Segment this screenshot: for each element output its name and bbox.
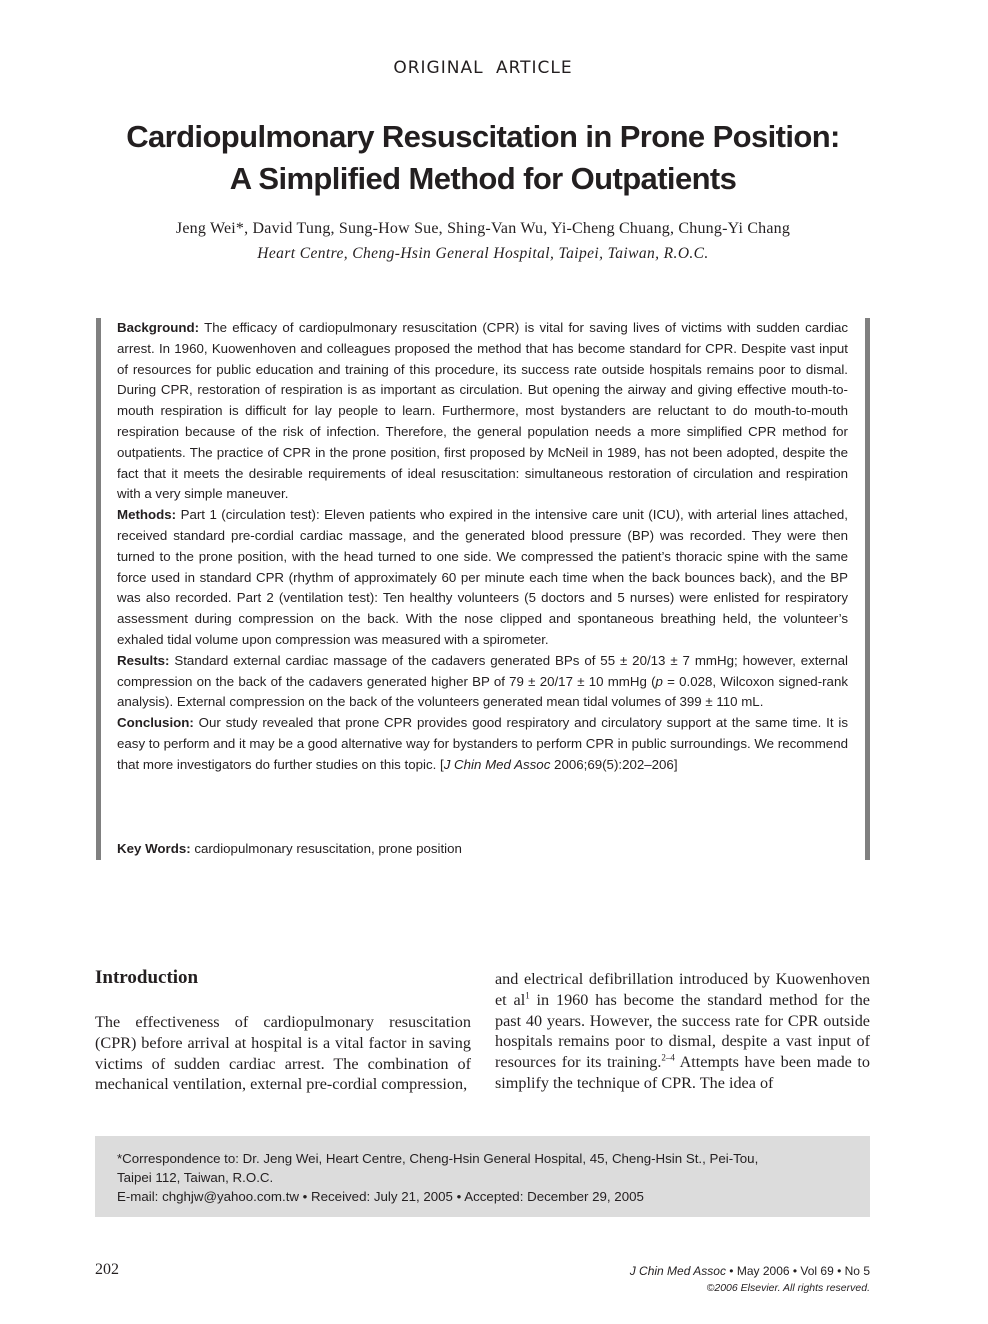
reference-1[interactable]: 1 [525, 990, 530, 1001]
abstract-box [96, 318, 870, 860]
intro-right-text-3: Attempts have been made to simplify the technique of CPR. The idea of [495, 1053, 871, 1092]
correspondence-line-1: *Correspondence to: Dr. Jeng Wei, Heart Centre, Cheng-Hsin General Hospital, 45, Cheng-Hsin St., Pei-Tou, [117, 1151, 759, 1166]
background-text: The efficacy of cardiopulmonary resuscitation (CPR) is vital for saving lives of victims with sudden cardiac arrest. In 1960, Kuowenhoven and colleagues proposed the method that has become standard for CPR. Despite vast input of resources for public education and training of this procedure, its success rate outside hospitals remains poor to dismal. During CPR, restoration of respiration is as important as circulation. But opening the airway and giving effective mouth-to-mouth respiration is difficult for lay people to learn. Furthermore, most bystanders are reluctant to do mouth-to-mouth respiration because of the risk of infection. Therefore, the general population needs a more simplified CPR method for outpatients. The practice of CPR in the prone position, first proposed by McNeil in 1989, has not been adopted, despite the fact that it meets the desirable requirements of ideal resuscitation: simultaneous restoration of circulation and respiration with a very simple maneuver. [117, 320, 848, 502]
intro-right-text-2: in 1960 has become the standard method for the past 40 years. However, the success rate for CPR outside hospitals remains poor to dismal, despite a vast input of resources for its training. [495, 990, 870, 1072]
journal-name: J Chin Med Assoc [629, 1264, 726, 1278]
results-text-2: = 0.028, Wilcoxon signed-rank analysis). External compression on the back of the volunteers generated mean tidal volumes of 399 ± 110 mL. [117, 673, 848, 710]
methods-label: Methods: [117, 507, 177, 523]
title-line-2: A Simplified Method for Outpatients [229, 161, 737, 196]
article-title [60, 116, 906, 200]
methods-text: Part 1 (circulation test): Eleven patients who expired in the intensive care unit (ICU), with arterial lines attached, received standard pre-cordial cardiac massage, and the generated blood pressure (BP) was recorded. They were then turned to the prone position, with the head turned to one side. We compressed the patient’s thoracic spine with the same force used in standard CPR (rhythm of approximately 60 per minute each time when the back bounces back), and the BP was also recorded. Part 2 (ventilation test): Ten healthy volunteers (5 doctors and 5 nurses) were enlisted for respiratory assessment during compression on the back. With the nose clipped and spontaneous breathing held, the volunteer’s exhaled tidal volume upon compression was measured with a spirometer. [117, 507, 848, 647]
intro-right-text-1: and electrical defibrillation introduced by Kuowenhoven et al [495, 970, 870, 1009]
abstract-conclusion [117, 713, 848, 775]
results-label: Results: [117, 652, 170, 668]
section-heading-introduction: Introduction [95, 967, 199, 988]
correspondence-text [117, 1149, 837, 1206]
article-type-label: ORIGINAL ARTICLE [393, 58, 573, 78]
correspondence-line-2: Taipei 112, Taiwan, R.O.C. [117, 1170, 274, 1185]
copyright-notice: ©2006 Elsevier. All rights reserved. [706, 1282, 870, 1294]
body-column-left [95, 966, 471, 1095]
correspondence-line-3: E-mail: chghjw@yahoo.com.tw • Received: July 21, 2005 • Accepted: December 29, 2005 [117, 1189, 644, 1204]
intro-paragraph-left: The effectiveness of cardiopulmonary resuscitation (CPR) before arrival at hospital is a vital factor in saving victims of sudden cardiac arrest. The combination of mechanical ventilation, external pre-cordial compression, [95, 1013, 471, 1094]
abstract-methods [117, 505, 848, 651]
results-p-symbol: p [655, 673, 663, 689]
background-label: Background: [117, 320, 200, 335]
reference-2-4[interactable]: 2–4 [661, 1052, 675, 1063]
title-line-1: Cardiopulmonary Resuscitation in Prone Position: [126, 119, 840, 154]
keywords-label: Key Words: [117, 841, 191, 856]
abstract-left-rule [96, 318, 101, 860]
citation-journal: J Chin Med Assoc [443, 756, 551, 772]
citation-rest: 2006;69(5):202–206] [550, 756, 678, 772]
journal-citation-footer [630, 1264, 870, 1278]
keywords [117, 839, 848, 859]
results-text-1: Standard external cardiac massage of the cadavers generated BPs of 55 ± 20/13 ± 7 mmHg; however, external compression on the back of the cadavers generated higher BP of 79 ± 20/17 ± 10 mmHg ( [117, 652, 848, 689]
keywords-text: cardiopulmonary resuscitation, prone position [190, 841, 462, 856]
abstract-background [117, 318, 848, 505]
body-column-right [495, 969, 870, 1094]
abstract-right-rule [865, 318, 870, 860]
correspondence-box [95, 1136, 870, 1217]
journal-issue: • May 2006 • Vol 69 • No 5 [725, 1264, 870, 1278]
author-list: Jeng Wei*, David Tung, Sung-How Sue, Shing-Van Wu, Yi-Cheng Chuang, Chung-Yi Chang [175, 220, 791, 237]
intro-paragraph-right [495, 969, 870, 1094]
abstract-text [117, 318, 848, 776]
abstract-results [117, 651, 848, 713]
affiliation: Heart Centre, Cheng-Hsin General Hospital, Taipei, Taiwan, R.O.C. [257, 245, 709, 262]
page-number: 202 [95, 1261, 119, 1278]
conclusion-text: Our study revealed that prone CPR provides good respiratory and circulatory support at the same time. It is easy to perform and it may be a good alternative way for bystanders to perform CPR in public surroundings. We recommend that more investigators do further studies on this topic. [ [117, 715, 848, 772]
conclusion-label: Conclusion: [117, 715, 194, 731]
